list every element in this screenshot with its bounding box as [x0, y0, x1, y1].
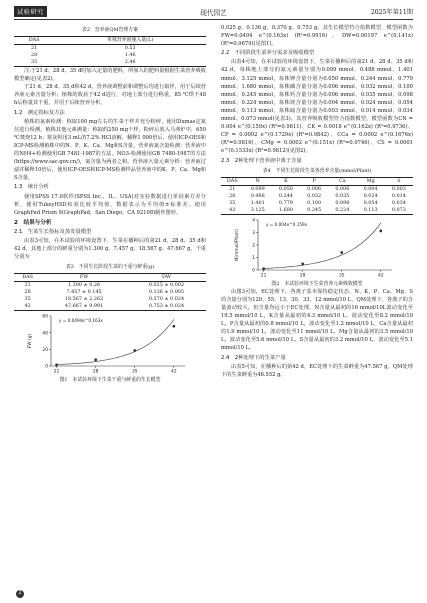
table-cell: 21 — [229, 185, 236, 192]
page-number-badge: 2 — [16, 590, 24, 598]
table-cell: 1.300 ± 0.26 — [68, 282, 101, 289]
table-header: Mg — [357, 177, 385, 185]
x-tick-label: 21 — [53, 369, 60, 375]
table-row — [221, 207, 413, 215]
table-cell: 0.050 — [278, 185, 293, 192]
table-cell: 35 — [24, 296, 31, 303]
data-point — [55, 364, 58, 367]
y-tick-label: 60 — [42, 314, 48, 320]
table-cell: 0.245 — [300, 207, 328, 215]
table-cell: 0.488 — [250, 192, 265, 199]
fit-curve — [264, 223, 381, 268]
table-cell: 0.53 — [124, 45, 136, 52]
table-cell: 0.014 — [391, 192, 406, 199]
table-cell: 0.244 — [278, 192, 293, 199]
table-row — [14, 59, 206, 67]
table-cell: 0.004 — [363, 185, 378, 192]
section-heading: 2.2 不同阶段生菜养分需求及吸收模型 — [221, 50, 315, 57]
data-point — [94, 359, 97, 362]
nutrient-content-table — [221, 177, 413, 215]
table-cell: 0.054 — [363, 199, 378, 206]
growth-weight-table — [14, 273, 206, 311]
table-cell: 0.024 — [363, 192, 378, 199]
table-cell: 0.006 — [307, 185, 322, 192]
y-tick-label: 20 — [42, 348, 48, 354]
table-cell: 0.224 — [328, 207, 356, 215]
right-column — [221, 24, 413, 379]
table-cell: 0.073 — [385, 207, 413, 215]
table-header: DAS — [14, 274, 41, 282]
table-header: Ca — [328, 177, 356, 185]
body-paragraph: 植株的氮素检测：称取100 mg左右的生菜干样并充分粉碎，使用Dumas定氮仪进行检测。植株其他元素测量：称取约250 mg干样，粉碎后放入马弗炉中，650 ℃焚烧12 h；将灰烬用3 mL的7.2% HCl溶解，稀释1 000倍后，使用ICP-OES和ICP-MS检测植株中的N、P、K、Ca、Mg和S含量。营养液氮含量检测：营养液中的NH4+检测使用GB 7481-1987的方法，NO3-检测使用GB 7480-1987的方法(https://www.sac.gov.cn/)，氮含量为两者之和。营养液大量元素分析：营养液过滤并稀释10倍后，使用ICP-OES和ICP-MS检测样品营养液中的K、P、Ca、Mg和S含量。 — [14, 118, 206, 182]
table-row — [14, 45, 206, 53]
table-row — [14, 282, 206, 290]
x-tick-label: 35 — [338, 273, 345, 278]
table-cell: 0.032 — [307, 192, 322, 199]
table-header: DAS — [221, 177, 244, 185]
table-cell: 0.034 — [391, 199, 406, 206]
figure-caption: 图1 本试验环境下生菜干重与鲜重的生长模型 — [59, 377, 161, 384]
y-axis-label: N(mmol/Plant) — [235, 228, 240, 261]
header-rule — [14, 19, 413, 20]
table-cell: 3.125 — [244, 207, 272, 215]
body-paragraph: 由表4可知，在本试验的环境设置下，生菜在播种后的第21 d、28 d、35 d和42 d，每株地上部分的氮元素量分别为0.099 mmol、0.488 mmol、1.401 mmol、3.125 mmol，每株钾含量分别为0.050 mmol、0.244 mmol、0.779 mmol、1.680 mmol，每株磷含量分别为0.006 mmol、0.032 mmol、0.100 mmol、0.245 mmol，每株钙含量分别为0.006 mmol、0.035 mmol、0.098 mmol、0.224 mmol，每株镁含量分别为0.004 mmol、0.024 mmol、0.054 mmol、0.113 mmol，每株硫含量分别为0.003 mmol、0.014 mmol、0.034 mmol、0.073 mmol(见表3)。其营养吸收模型符合指数模型，模型函数为CN = 0.004 e^(0.159x) (R²=0.9811)、CK = 0.0018 e^(0.162x) (R²=0.9736)、CP = 0.0002 e^(0.1729x) (R²=0.9842)、CCa = 0.0002 e^(0.1676x) (R²=0.9816)、CMg = 0.0002 e^(0.151x) (R²=0.9746)、CS = 0.0001 e^(0.1533x) (R²=0.9812)(见图2)。 — [221, 59, 413, 155]
y-tick-label: 4 — [252, 218, 255, 224]
x-tick-label: 42 — [378, 273, 384, 278]
y-tick-label: 1 — [252, 255, 255, 261]
table-cell: 35 — [14, 59, 54, 67]
table-cell: 1.46 — [124, 52, 136, 59]
x-tick-label: 28 — [299, 273, 306, 278]
table-row — [14, 289, 206, 296]
body-paragraph: 0.025 g、0.136 g、0.370 g、0.753 g。其生长模型符合指数模型，模型函数为FW=0.0494 e^(0.163x) (R²=0.9916)、DW=0.00197 e^(0.141x) (R²=0.9679)(见图1)。 — [221, 25, 413, 48]
fit-equation-label: y = 0.0494e^0.163x — [59, 318, 103, 324]
table-cell: 0.025 ± 0.002 — [148, 282, 185, 289]
table-cell: 7.457 ± 0.145 — [66, 289, 102, 296]
data-point — [262, 267, 265, 270]
section-heading: 1.3 统计分析 — [14, 184, 49, 191]
table-header: 单株营养液施入量(L) — [54, 37, 206, 45]
section-heading: 2.1 生菜生长指标及蒸发量模型 — [14, 228, 92, 235]
table-cell: 0.779 — [278, 199, 293, 206]
section-heading: 2.3 2种处理下营养液中离子含量 — [221, 157, 302, 164]
page-header — [14, 6, 413, 18]
fit-equation-label: y = 0.004e^0.159x — [266, 221, 308, 227]
table-cell: 21 — [24, 282, 31, 289]
table-row — [14, 52, 206, 59]
table-cell: 47.667 ± 9.991 — [41, 303, 127, 311]
y-tick-label: 0 — [45, 364, 48, 370]
table-cell: 1.680 — [272, 207, 300, 215]
table-cell: 28 — [24, 289, 31, 296]
fit-curve — [57, 320, 174, 365]
table-header: FW — [41, 274, 127, 282]
table-caption: 表2 营养液QM管理方案 — [81, 27, 139, 33]
table-cell: 28 — [31, 52, 38, 59]
table-caption: 表4 不同生长阶段生菜各营养含量(mmol/Plant) — [262, 167, 372, 174]
table-cell: 35 — [229, 199, 236, 206]
table-cell: 21 — [31, 45, 38, 52]
x-tick-label: 35 — [131, 369, 138, 375]
x-tick-label: 28 — [92, 369, 99, 375]
table-header: DAS — [14, 37, 54, 45]
table-header: P — [300, 177, 328, 185]
table-row — [14, 296, 206, 303]
table-cell: 0.035 — [335, 192, 350, 199]
data-point — [340, 251, 343, 254]
y-tick-label: 40 — [42, 331, 48, 337]
table-cell: 28 — [229, 192, 236, 199]
nutrient-management-table — [14, 36, 206, 67]
table-cell: 0.753 ± 0.024 — [127, 303, 206, 311]
x-tick-label: 42 — [171, 369, 177, 375]
table-cell: 0.370 ± 0.024 — [148, 296, 185, 303]
section-heading: 2 结果与分析 — [14, 219, 52, 226]
table-header: S — [385, 177, 413, 185]
table-row — [221, 185, 413, 193]
table-cell: 0.006 — [335, 185, 350, 192]
table-cell: 0.100 — [307, 199, 322, 206]
table-cell: 0.003 — [391, 185, 406, 192]
table-row — [221, 193, 413, 200]
table-caption: 表3 不同生长阶段生菜的干重与鲜重(g) — [65, 264, 155, 271]
data-point — [172, 325, 175, 328]
table-cell: 2.46 — [54, 59, 206, 67]
nitrogen-uptake-chart — [232, 216, 402, 278]
x-tick-label: 21 — [260, 273, 267, 278]
fw-growth-chart — [25, 312, 195, 374]
section-heading: 1.2 测定指标及方法 — [14, 109, 65, 116]
y-axis-label: FW (g) — [28, 334, 33, 349]
table-row — [221, 200, 413, 207]
table-cell: 0.136 ± 0.005 — [148, 289, 185, 296]
table-note: 注:于21 d、28 d、35 d时加入定量的肥料，所加入的肥料量根据生菜营养吸收模型确定(见表2)。 — [14, 68, 206, 83]
table-cell: 0.098 — [335, 199, 350, 206]
body-paragraph: 于21 d、28 d、35 d和42 d，营养液调整前和调整后均进行取样，用于后续营养液元素含量分析；植株的收获于42 d进行，对地上部分进行称重，85 ℃烘干48 h后称量其干重，并用于后续营养分析。 — [14, 84, 206, 107]
table-cell: 0.099 — [250, 185, 265, 192]
table-cell: 1.401 — [250, 199, 265, 206]
body-paragraph: 由表5可知，在播种后的第42 d，EC处理下的生菜鲜重为47.567 g，QM处理下的生菜鲜重为46.552 g。 — [221, 363, 413, 378]
table-row — [14, 303, 206, 311]
table-cell: 0.113 — [357, 207, 385, 215]
y-tick-label: 0 — [252, 268, 255, 274]
table-cell: 18.567 ± 2.262 — [64, 296, 104, 303]
y-tick-label: 3 — [252, 230, 255, 236]
figure-caption: 图2 本试验环境下生菜营养元素吸收模型 — [271, 280, 363, 287]
section-heading: 2.4 2种处理下的生菜产量 — [221, 354, 286, 361]
section-tag: 试验研究 — [14, 6, 47, 17]
y-tick-label: 2 — [252, 243, 255, 249]
journal-name: 现代园艺 — [200, 9, 227, 17]
body-paragraph: 由图3可知，EC处理下，各离子基本保持稳定状态，N、K、P、Ca、Mg、S的含量分别为120、55、13、30、33、12 mmol/10 L，QM处理下，各离子的含量波动较大，但含量均远小于EC处理。N含量从最初的16 mmol/10L波动变化至19.5 mmol/10 L，K含量从最初的4.3 mmol/10 L，波动变化至8.2 mmol/10 L，P含量从最初的0.8 mmol/10 L，波动变化至1.2 mmol/10 L，Ca含量从最初的1.9 mmol/10 L，波动变化至11 mmol/10 L，Mg含量从最初的3.5 mmol/10 L，波动变化至5.6 mmol/10 L，S含量从最初的3.2 mmol/10 L，波动变化至5.1 mmol/10 L。 — [221, 288, 413, 352]
table-cell: 42 — [221, 207, 244, 215]
data-point — [133, 349, 136, 352]
data-point — [301, 262, 304, 265]
table-header: N — [244, 177, 272, 185]
data-point — [379, 229, 382, 232]
issue-label: 2025年第11期 — [370, 9, 413, 16]
table-cell: 42 — [14, 303, 41, 311]
body-paragraph: 由表3可知，在本试验的环境设置下，生菜在播种后的第21 d、28 d、35 d和42 d，其地上部分的鲜重分别为1.300 g、7.457 g、18.567 g、47.667 g，干重分别为 — [14, 237, 206, 261]
table-header: K — [272, 177, 300, 185]
body-paragraph: 使用SPSS 17.0软件(SPSS Inc.，IL，USA)对实验数据进行单因素方差分析，使用TukeyHSD检验比较平均值，数据表示为平均值±标准差。使用GraphPad Prism 9(GraphPad，San Diego，CA 92108)制作图形。 — [14, 193, 206, 216]
left-column — [14, 24, 206, 384]
table-header: DW — [127, 274, 206, 282]
